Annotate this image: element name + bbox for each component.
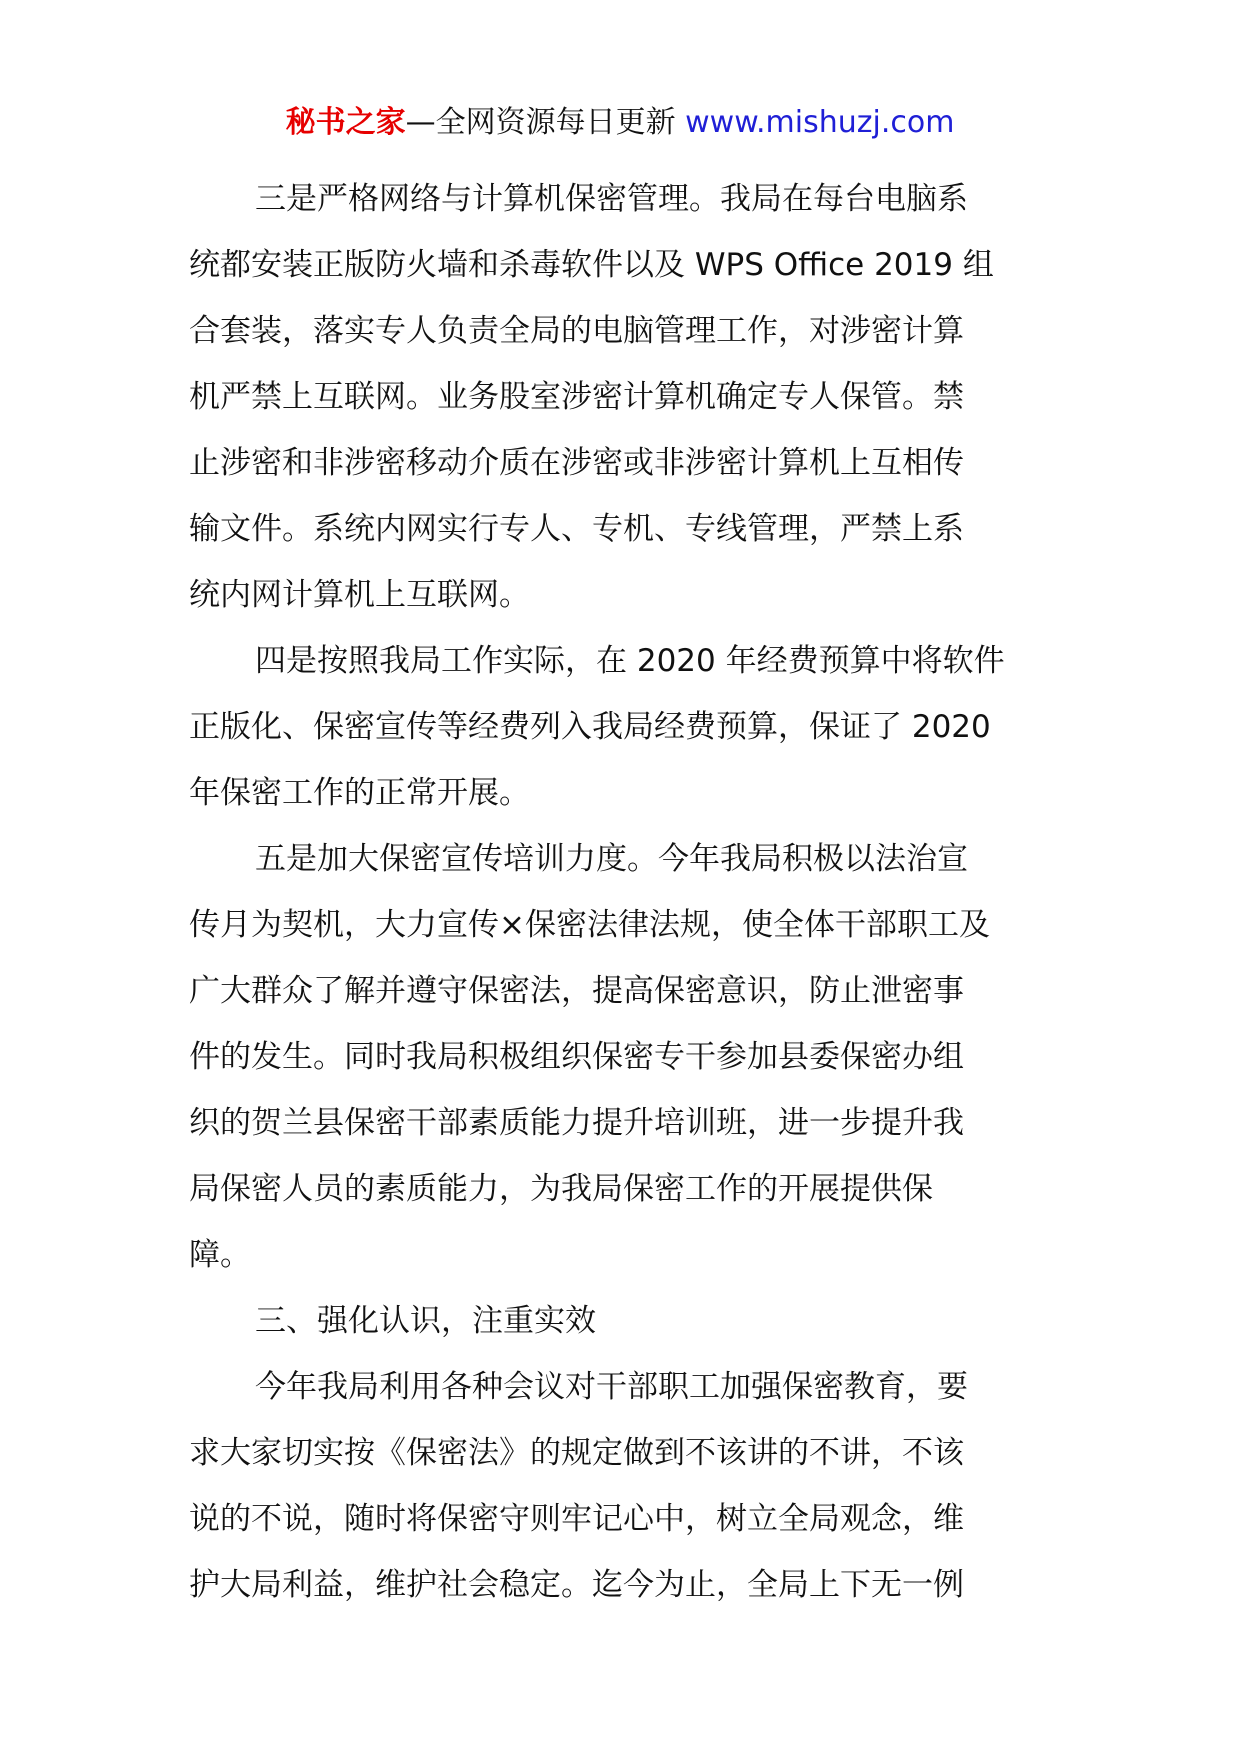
document-body (189, 166, 1069, 1618)
paragraph-line: 五是加大保密宣传培训力度。今年我局积极以法治宣 (255, 841, 968, 877)
paragraph-line: 局保密人员的素质能力，为我局保密工作的开展提供保 (189, 1171, 933, 1207)
paragraph-line: 传月为契机，大力宣传×保密法律法规，使全体干部职工及 (189, 907, 990, 943)
paragraph-line: 统内网计算机上互联网。 (189, 577, 530, 613)
paragraph-line: 合套装，落实专人负责全局的电脑管理工作，对涉密计算 (189, 313, 964, 349)
brand-name: 秘书之家 (285, 105, 406, 140)
paragraph-line: 三是严格网络与计算机保密管理。我局在每台电脑系 (255, 181, 968, 217)
paragraph-line: 广大群众了解并遵守保密法，提高保密意识，防止泄密事 (189, 973, 964, 1009)
paragraph-line: 今年我局利用各种会议对干部职工加强保密教育，要 (255, 1369, 968, 1405)
paragraph-line: 障。 (189, 1237, 251, 1273)
paragraph-line: 护大局利益，维护社会稳定。迄今为止，全局上下无一例 (189, 1567, 964, 1603)
paragraph-line: 年保密工作的正常开展。 (189, 775, 530, 811)
paragraph-line: 输文件。系统内网实行专人、专机、专线管理，严禁上系 (189, 511, 964, 547)
section-heading: 三、强化认识，注重实效 (255, 1303, 596, 1339)
paragraph-line: 统都安装正版防火墙和杀毒软件以及 WPS Office 2019 组 (189, 247, 994, 283)
paragraph-line: 织的贺兰县保密干部素质能力提升培训班，进一步提升我 (189, 1105, 964, 1141)
page-header (0, 101, 1240, 145)
paragraph-line: 正版化、保密宣传等经费列入我局经费预算，保证了 2020 (189, 709, 991, 745)
paragraph-line: 止涉密和非涉密移动介质在涉密或非涉密计算机上互相传 (189, 445, 964, 481)
paragraph-line: 说的不说，随时将保密守则牢记心中，树立全局观念，维 (189, 1501, 964, 1537)
header-tagline: —全网资源每日更新 (405, 105, 676, 140)
site-url-link[interactable]: www.mishuzj.com (685, 105, 955, 140)
paragraph-line: 求大家切实按《保密法》的规定做到不该讲的不讲，不该 (189, 1435, 964, 1471)
paragraph-line: 机严禁上互联网。业务股室涉密计算机确定专人保管。禁 (189, 379, 964, 415)
paragraph-line: 件的发生。同时我局积极组织保密专干参加县委保密办组 (189, 1039, 964, 1075)
paragraph-line: 四是按照我局工作实际，在 2020 年经费预算中将软件 (255, 643, 1005, 679)
